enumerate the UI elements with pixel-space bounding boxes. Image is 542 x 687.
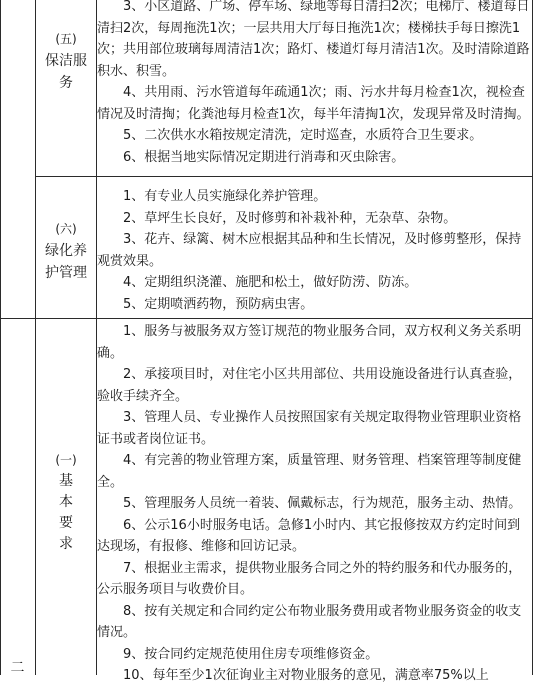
paragraph: 3、管理人员、专业操作人员按照国家有关规定取得物业管理职业资格证书或者岗位证书。 bbox=[97, 410, 522, 447]
row-label-basic-requirements bbox=[36, 450, 96, 555]
row-number: (一) bbox=[55, 453, 77, 467]
requirements-paragraphs bbox=[97, 321, 531, 687]
paragraph: 10、每年至少1次征询业主对物业服务的意见，满意率75%以上 bbox=[123, 668, 489, 683]
paragraph: 1、有专业人员实施绿化养护管理。 bbox=[123, 189, 327, 204]
paragraph: 2、草坪生长良好，及时修剪和补栽补种，无杂草、杂物。 bbox=[123, 210, 457, 226]
paragraph: 4、定期组织浇灌、施肥和松土，做好防涝、防冻。 bbox=[123, 275, 418, 290]
cleaning-paragraphs bbox=[97, 0, 531, 168]
table-border-col1 bbox=[35, 0, 36, 675]
row-title-line: 求 bbox=[59, 536, 73, 552]
row-label-greening bbox=[36, 218, 96, 284]
paragraph: 5、管理服务人员统一着装、佩戴标志，行为规范，服务主动、热情。 bbox=[123, 496, 522, 511]
row-title-line: 基 bbox=[59, 473, 73, 489]
paragraph: 7、根据业主需求，提供物业服务合同之外的特约服务和代办服务的，公示服务项目与收费价目。 bbox=[97, 560, 522, 597]
paragraph: 1、服务与被服务双方签订规范的物业服务合同，双方权利义务关系明确。 bbox=[97, 324, 522, 361]
paragraph: 3、花卉、绿篱、树木应根据其品种和生长情况，及时修剪整形，保持观赏效果。 bbox=[97, 232, 522, 269]
paragraph: 6、公示16小时服务电话。急修1小时内、其它报修按双方约定时间到达现场，有报修、维修和回访记录。 bbox=[97, 517, 521, 554]
row-label-cleaning bbox=[36, 28, 96, 94]
paragraph: 3、小区道路、广场、停车场、绿地等每日清扫2次；电梯厅、楼道每日清扫2次，每周拖洗1次；一层共用大厅每日拖洗1次；楼梯扶手每日擦洗1次；共用部位玻璃每周清洁1次；路灯、楼道灯每月清洁1次。及时清除道路积水、积雪。 bbox=[97, 0, 530, 79]
section-number: 二 bbox=[10, 660, 25, 676]
row-number: (五) bbox=[55, 32, 77, 46]
paragraph: 4、有完善的物业管理方案，质量管理、财务管理、档案管理等制度健全。 bbox=[97, 453, 522, 490]
paragraph: 5、定期喷洒药物，预防病虫害。 bbox=[123, 296, 314, 312]
row-title-line: 护管理 bbox=[45, 265, 87, 281]
table-border-right bbox=[532, 0, 533, 675]
paragraph: 4、共用雨、污水管道每年疏通1次；雨、污水井每月检查1次，视检查情况及时清掏；化粪池每月检查1次，每半年清掏1次，发现异常及时清掏。 bbox=[97, 85, 530, 122]
row-title-line: 务 bbox=[59, 75, 73, 91]
paragraph: 8、按有关规定和合同约定公布物业服务费用或者物业服务资金的收支情况。 bbox=[97, 603, 522, 640]
row-title-line: 要 bbox=[59, 515, 73, 531]
paragraph: 2、承接项目时，对住宅小区共用部位、共用设施设备进行认真查验，验收手续齐全。 bbox=[97, 367, 522, 404]
paragraph: 5、二次供水水箱按规定清洗，定时巡查，水质符合卫生要求。 bbox=[123, 128, 483, 143]
paragraph: 9、按合同约定规范使用住房专项维修资金。 bbox=[123, 646, 379, 662]
row-title-line: 本 bbox=[59, 494, 73, 510]
table-border-left bbox=[0, 0, 1, 675]
paragraph: 6、根据当地实际情况定期进行消毒和灭虫除害。 bbox=[123, 149, 405, 165]
row-divider-1 bbox=[35, 176, 533, 177]
greening-paragraphs bbox=[97, 186, 531, 315]
row-number: (六) bbox=[55, 222, 77, 236]
row-divider-2 bbox=[0, 318, 533, 319]
row-title-line: 绿化养 bbox=[45, 243, 87, 259]
row-title-line: 保洁服 bbox=[45, 53, 87, 69]
